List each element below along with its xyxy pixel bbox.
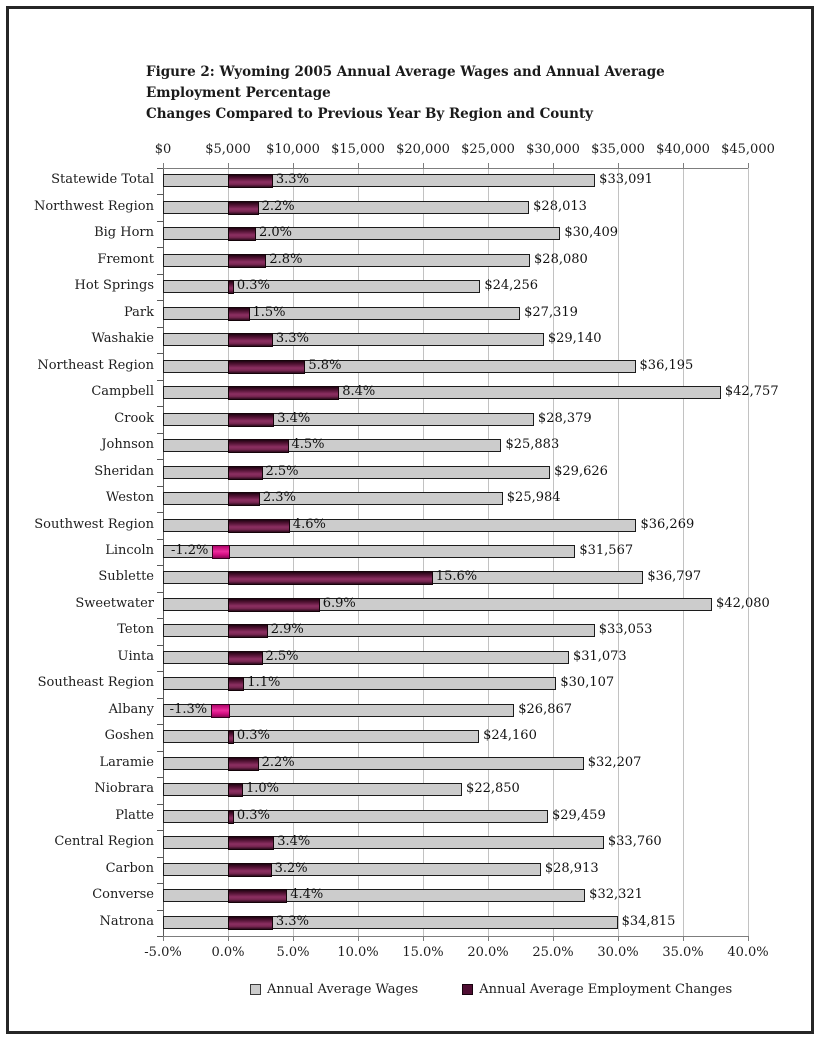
left-axis-tick (157, 327, 163, 328)
left-axis-tick (157, 168, 163, 169)
bottom-axis-tick-label: 15.0% (402, 945, 444, 960)
left-axis-tick (157, 751, 163, 752)
wage-value-label: $36,195 (639, 357, 694, 373)
wage-bar (163, 251, 530, 267)
left-axis-tick (157, 221, 163, 222)
category-label: Johnson (101, 437, 154, 453)
employment-value-label: 2.2% (261, 198, 295, 214)
employment-bar (228, 227, 256, 241)
wage-value-label: $33,760 (607, 834, 662, 850)
bottom-axis-tick-label: 40.0% (727, 945, 769, 960)
wage-value-label: $33,091 (599, 172, 653, 188)
left-axis-tick (157, 486, 163, 487)
employment-bar (228, 466, 263, 480)
left-axis-tick (157, 539, 163, 540)
left-axis-tick (157, 698, 163, 699)
wage-value-label: $42,757 (724, 384, 779, 400)
wage-bar (163, 730, 479, 743)
employment-value-label: 4.6% (292, 516, 326, 532)
wage-value-label: $36,797 (647, 569, 702, 585)
wage-bar (163, 280, 480, 293)
employment-bar (228, 307, 250, 321)
bottom-axis-tick-label: 35.0% (662, 945, 704, 960)
top-axis-tick-label: $35,000 (591, 142, 645, 157)
top-axis-tick-label: $5,000 (205, 142, 251, 157)
employment-value-label: 3.2% (274, 860, 308, 876)
top-axis-tick-label: $45,000 (721, 142, 775, 157)
left-axis-tick (157, 618, 163, 619)
employment-value-label: 1.5% (252, 304, 286, 320)
category-label: Northwest Region (33, 198, 154, 214)
wage-bar (163, 227, 560, 240)
wage-value-label: $28,080 (534, 251, 588, 267)
bottom-axis-tick-label: 30.0% (597, 945, 639, 960)
top-axis-tick-label: $15,000 (331, 142, 385, 157)
wage-value-label: $32,321 (589, 887, 643, 903)
employment-legend-swatch-icon (462, 984, 473, 995)
employment-value-label: 3.4% (277, 834, 311, 850)
bottom-axis-line (163, 936, 748, 937)
category-label: Fremont (97, 251, 154, 267)
left-axis-tick (157, 512, 163, 513)
wages-legend-swatch-icon (250, 984, 261, 995)
wage-value-label: $28,379 (537, 410, 592, 426)
category-label: Uinta (117, 648, 154, 664)
wage-bar (163, 333, 544, 346)
employment-bar (228, 519, 290, 533)
wage-bar (163, 492, 503, 505)
left-axis-tick (157, 883, 163, 884)
top-axis-tick-label: $30,000 (526, 142, 580, 157)
employment-bar (228, 598, 320, 612)
employment-value-label: 0.3% (236, 278, 270, 294)
wage-bar (163, 463, 550, 479)
employment-value-label: 1.1% (247, 675, 281, 691)
top-axis-tick-label: $0 (154, 142, 172, 157)
employment-bar (228, 439, 289, 453)
chart-title-line-1: Figure 2: Wyoming 2005 Annual Average Wages and Annual Average Employment Percentage (146, 64, 665, 101)
wage-bar (163, 439, 501, 452)
top-axis-line (163, 168, 748, 169)
employment-bar (228, 174, 273, 188)
wage-value-label: $42,080 (716, 595, 770, 611)
legend-item-wages (250, 982, 418, 997)
wage-bar (163, 410, 534, 426)
wage-bar (163, 198, 529, 214)
legend-item-employment (462, 982, 732, 997)
wage-value-label: $26,867 (518, 701, 573, 717)
employment-bar (211, 704, 230, 718)
employment-value-label: 2.8% (269, 251, 303, 267)
category-label: Carbon (105, 860, 154, 876)
employment-value-label: 4.4% (290, 887, 324, 903)
employment-value-label: -1.3% (169, 701, 208, 717)
wage-bar (163, 783, 462, 796)
bottom-axis-tick-label: 0.0% (211, 945, 245, 960)
category-label: Converse (92, 887, 154, 903)
wage-value-label: $31,073 (572, 648, 627, 664)
employment-value-label: 2.5% (265, 463, 299, 479)
left-axis-tick (157, 777, 163, 778)
left-axis-tick (157, 353, 163, 354)
wage-value-label: $28,013 (533, 198, 587, 214)
employment-value-label: 0.3% (236, 728, 270, 744)
employment-bar (228, 836, 274, 850)
category-label: Teton (117, 622, 154, 638)
wage-value-label: $29,140 (547, 331, 602, 347)
category-label: Southeast Region (37, 675, 154, 691)
wage-value-label: $24,256 (484, 278, 539, 294)
wage-value-label: $34,815 (621, 913, 676, 929)
category-label: Hot Springs (74, 278, 154, 294)
employment-value-label: 15.6% (435, 569, 478, 585)
top-axis-tick-label: $40,000 (656, 142, 710, 157)
employment-bar (228, 810, 234, 824)
employment-value-label: 2.3% (262, 490, 296, 506)
wage-value-label: $31,567 (579, 543, 634, 558)
employment-value-label: 5.8% (308, 357, 342, 373)
employment-value-label: -1.2% (170, 543, 209, 558)
category-label: Niobrara (94, 781, 154, 797)
employment-bar (228, 333, 273, 347)
left-axis-tick (157, 380, 163, 381)
category-label: Platte (115, 807, 154, 823)
category-label: Campbell (91, 384, 154, 400)
bottom-axis-tick (748, 936, 749, 941)
wage-value-label: $22,850 (466, 781, 520, 797)
wage-value-label: $33,053 (598, 622, 653, 638)
wage-bar (163, 807, 548, 823)
left-axis-tick (157, 406, 163, 407)
left-axis-tick (157, 830, 163, 831)
left-axis-tick (157, 274, 163, 275)
employment-value-label: 8.4% (342, 384, 376, 400)
left-axis-tick (157, 194, 163, 195)
category-label: Big Horn (94, 225, 154, 241)
category-label: Central Region (54, 834, 154, 850)
employment-bar (212, 545, 230, 559)
category-label: Northeast Region (37, 357, 154, 373)
employment-value-label: 2.0% (259, 225, 293, 241)
employment-value-label: 3.4% (277, 410, 311, 426)
category-label: Albany (108, 701, 154, 717)
employment-bar (228, 863, 272, 877)
employment-value-label: 6.9% (322, 595, 356, 611)
employment-bar (228, 413, 274, 427)
employment-bar (228, 757, 259, 771)
category-label: Goshen (104, 728, 154, 744)
category-label: Sublette (98, 569, 154, 585)
employment-bar (228, 360, 305, 374)
left-axis-tick (157, 910, 163, 911)
employment-value-label: 3.3% (275, 172, 309, 188)
category-label: Southwest Region (34, 516, 154, 532)
category-label: Statewide Total (51, 172, 154, 188)
bottom-axis-tick-label: 25.0% (532, 945, 574, 960)
category-label: Crook (114, 410, 154, 426)
employment-legend-label: Annual Average Employment Changes (479, 982, 733, 997)
category-label: Sheridan (94, 463, 154, 479)
gridline (683, 168, 684, 936)
employment-bar (228, 916, 273, 930)
top-axis-tick-label: $20,000 (396, 142, 450, 157)
employment-bar (228, 783, 243, 797)
employment-bar (228, 280, 234, 294)
employment-value-label: 2.5% (265, 648, 299, 664)
wage-value-label: $29,626 (554, 463, 608, 479)
wage-value-label: $24,160 (483, 728, 537, 744)
top-axis-tick-label: $25,000 (461, 142, 515, 157)
left-axis-tick (157, 433, 163, 434)
left-axis-tick (157, 459, 163, 460)
wage-value-label: $25,883 (505, 437, 560, 453)
bottom-axis-tick-label: 10.0% (337, 945, 379, 960)
employment-bar (228, 386, 339, 400)
left-axis-tick (157, 857, 163, 858)
bottom-axis-tick-label: 20.0% (467, 945, 509, 960)
category-label: Natrona (99, 913, 154, 929)
employment-bar (228, 254, 266, 268)
employment-bar (228, 677, 244, 691)
employment-bar (228, 624, 268, 638)
wage-bar (163, 754, 584, 770)
wage-value-label: $30,107 (560, 675, 615, 691)
top-axis-tick (748, 163, 749, 168)
employment-value-label: 2.9% (270, 622, 304, 638)
employment-bar (228, 571, 433, 585)
employment-bar (228, 201, 259, 215)
employment-value-label: 3.3% (275, 331, 309, 347)
wage-value-label: $29,459 (551, 807, 606, 823)
gridline (748, 168, 749, 936)
employment-value-label: 1.0% (246, 781, 280, 797)
category-label: Weston (105, 490, 154, 506)
wage-bar (163, 648, 569, 664)
employment-bar (228, 651, 263, 665)
left-axis-tick (157, 300, 163, 301)
left-axis-tick (157, 671, 163, 672)
wage-value-label: $27,319 (524, 304, 578, 320)
employment-bar (228, 492, 260, 506)
left-axis-tick (157, 804, 163, 805)
employment-value-label: 3.3% (275, 913, 309, 929)
top-axis-tick-label: $10,000 (266, 142, 320, 157)
bottom-axis-tick-label: 5.0% (276, 945, 310, 960)
employment-bar (228, 730, 234, 744)
left-axis-tick (157, 565, 163, 566)
wage-bar (163, 889, 585, 902)
category-label: Sweetwater (75, 595, 154, 611)
chart-title-line-2: Changes Compared to Previous Year By Region and County (146, 105, 594, 122)
left-axis-tick (157, 247, 163, 248)
wages-legend-label: Annual Average Wages (267, 982, 419, 997)
wage-value-label: $25,984 (506, 490, 561, 506)
employment-value-label: 2.2% (261, 754, 295, 770)
left-axis-tick (157, 592, 163, 593)
wage-bar (163, 860, 541, 876)
left-axis-tick (157, 645, 163, 646)
category-label: Washakie (91, 331, 154, 347)
category-label: Laramie (99, 754, 154, 770)
wage-bar (163, 304, 520, 320)
bottom-axis-tick-label: -5.0% (144, 945, 182, 960)
left-axis-tick (157, 724, 163, 725)
employment-value-label: 4.5% (291, 437, 325, 453)
wage-value-label: $36,269 (640, 516, 695, 532)
wage-value-label: $32,207 (587, 754, 642, 770)
chart-legend (250, 982, 732, 997)
employment-bar (228, 889, 287, 903)
left-axis-tick (157, 936, 163, 937)
category-label: Lincoln (105, 543, 154, 558)
wage-bar (163, 677, 556, 690)
employment-value-label: 0.3% (236, 807, 270, 823)
category-label: Park (123, 304, 154, 320)
wage-value-label: $30,409 (564, 225, 619, 241)
wage-value-label: $28,913 (544, 860, 599, 876)
